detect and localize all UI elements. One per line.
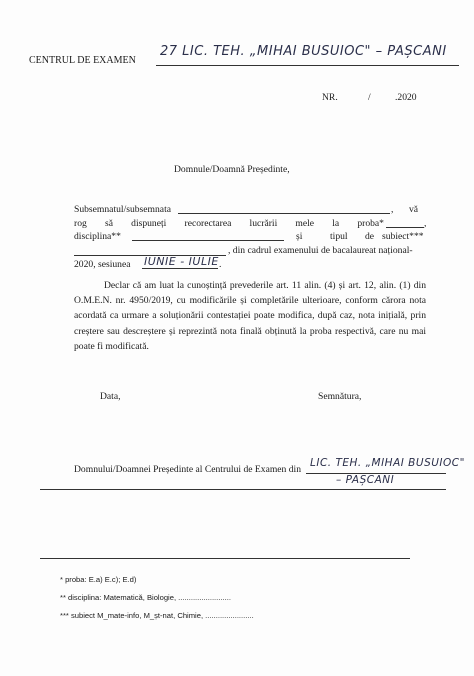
line1-comma: ,: [391, 204, 394, 215]
session-field-line: [142, 268, 218, 269]
word: dispuneți: [131, 218, 167, 229]
footnote-proba: * proba: E.a) E.c); E.d): [60, 575, 137, 584]
center-label: CENTRUL DE EXAMEN: [29, 55, 136, 66]
disciplina-field-line: [132, 240, 284, 241]
word: lucrării: [249, 218, 278, 229]
addressee-field-line-2: [40, 489, 446, 490]
nr-separator: /: [368, 92, 371, 103]
word: rog: [74, 218, 87, 229]
center-underline: [156, 65, 459, 66]
word: să: [104, 218, 113, 229]
footnote-separator: [40, 558, 410, 559]
line3-type: tipul: [330, 231, 348, 242]
word: la: [332, 218, 340, 229]
line5-dot: .: [219, 259, 222, 270]
addressee-handwritten-1: LIC. TEH. „MIHAI BUSUIOC": [310, 457, 465, 469]
word: recorectarea: [184, 218, 232, 229]
name-field-line: [178, 213, 390, 214]
footnote-disciplina: ** disciplina: Matematică, Biologie, .........................: [60, 593, 231, 602]
line1-va: vă: [409, 204, 419, 215]
nr-year: .2020: [395, 92, 417, 103]
word: proba*: [357, 218, 384, 229]
proba-field-line: [386, 227, 424, 228]
line5-year: 2020, sesiunea: [74, 259, 131, 270]
signature-label: Semnătura,: [318, 391, 362, 402]
session-handwritten: IUNIE - IULIE: [144, 255, 219, 268]
footnote-subiect: *** subiect M_mate-info, M_șt-nat, Chimie, .......................: [60, 611, 254, 620]
line3-subject: subiect***: [382, 231, 424, 242]
salutation: Domnule/Doamnă Președinte,: [174, 164, 290, 175]
addressee-text: Domnului/Doamnei Președinte al Centrului de Examen din: [74, 464, 302, 475]
disciplina-label: disciplina**: [74, 231, 121, 242]
line2-text: [74, 218, 384, 229]
line2-comma: ,: [424, 218, 427, 229]
word: mele: [295, 218, 315, 229]
addressee-handwritten-2: – PAȘCANI: [336, 474, 395, 486]
center-handwritten: 27 LIC. TEH. „MIHAI BUSUIOC" – PAȘCANI: [160, 44, 447, 59]
line4-text: , din cadrul examenului de bacalaureat național-: [228, 245, 413, 256]
date-label: Data,: [100, 391, 121, 402]
subsemnatul-label: Subsemnatul/subsemnata: [74, 204, 171, 215]
line3-of: de: [365, 231, 375, 242]
line3-and: și: [296, 231, 303, 242]
nr-label: NR.: [322, 92, 338, 103]
declaration-paragraph: Declar că am luat la cunoștință prevederile art. 11 alin. (4) și art. 12, alin. (1) din O.M.E.N. nr. 4950/2019, cu modificările și completările ulterioare, conform cărora nota acordată ca urmare a soluționării contestației poate modifica, după caz, nota inițială, prin creștere sau descreștere și reprezintă nota finală obținută la proba respectivă, care nu mai poate fi modificată.: [74, 280, 426, 352]
